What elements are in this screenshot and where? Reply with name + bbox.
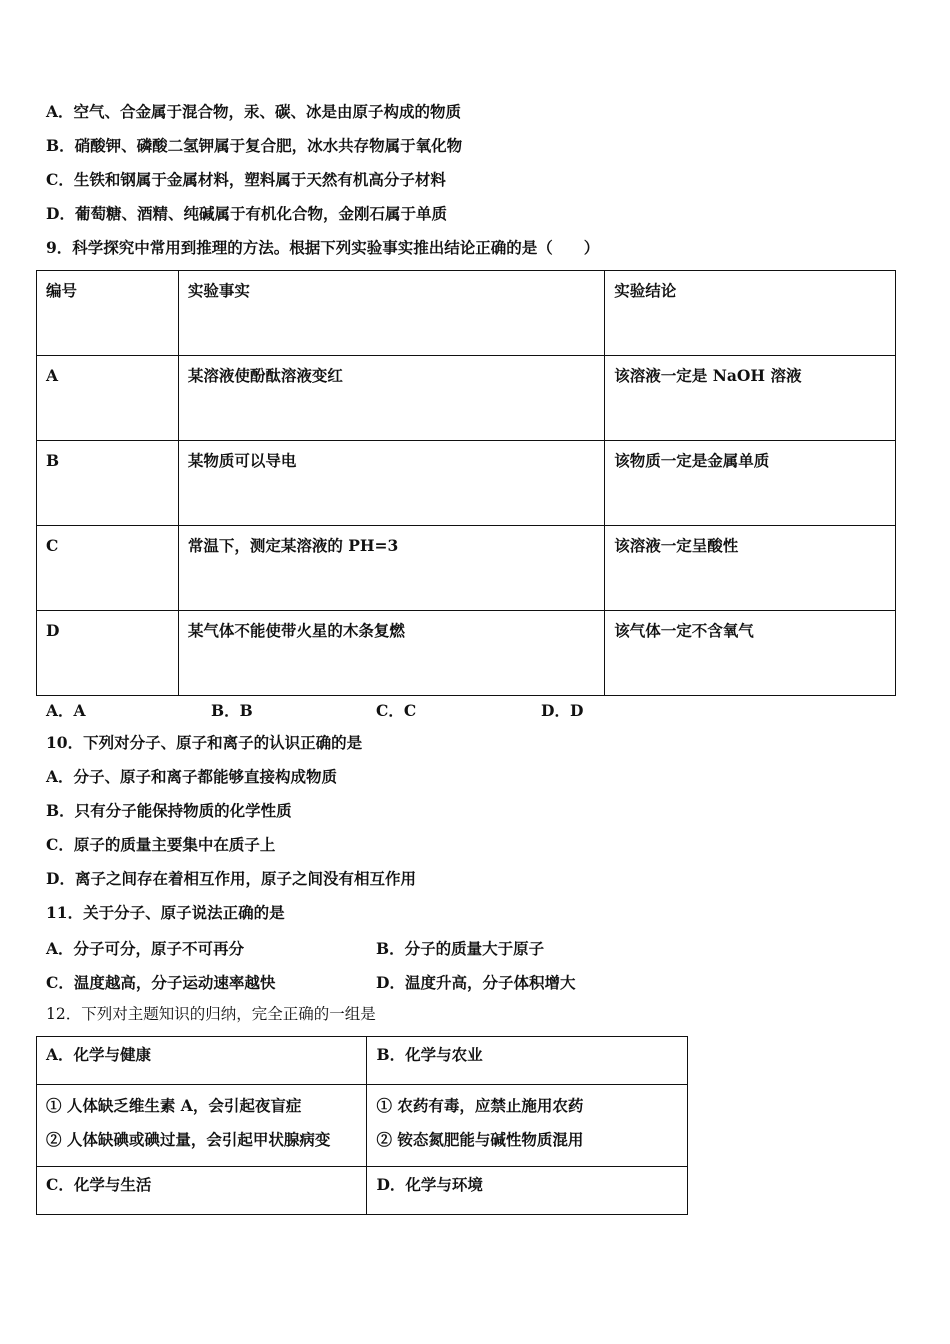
- table-row: [37, 611, 896, 696]
- theme-b-item-1: ① 农药有毒，应禁止施用农药: [376, 1096, 584, 1115]
- table-header-row: [37, 271, 896, 356]
- q12-stem: 12．下列对主题知识的归纳，完全正确的一组是: [46, 1005, 376, 1023]
- q11-option-c: C．温度越高，分子运动速率越快: [46, 973, 276, 992]
- row-id: D: [37, 611, 179, 696]
- q9-table: [36, 270, 896, 696]
- row-id: A: [37, 356, 179, 441]
- table-row: [37, 1037, 688, 1085]
- theme-b-items: [367, 1085, 688, 1167]
- theme-d-title: D．化学与环境: [367, 1167, 688, 1215]
- q10-option-b: B．只有分子能保持物质的化学性质: [46, 801, 292, 820]
- q10-stem: 10．下列对分子、原子和离子的认识正确的是: [46, 733, 363, 752]
- header-fact: 实验事实: [178, 271, 604, 356]
- theme-c-title: C．化学与生活: [37, 1167, 367, 1215]
- q8-option-c: C．生铁和钢属于金属材料，塑料属于天然有机高分子材料: [46, 170, 446, 189]
- row-conclusion: 该气体一定不含氧气: [605, 611, 896, 696]
- q9-answer-a: A．A: [46, 701, 86, 720]
- q10-option-d: D．离子之间存在着相互作用，原子之间没有相互作用: [46, 869, 416, 888]
- q8-option-b: B．硝酸钾、磷酸二氢钾属于复合肥，冰水共存物属于氧化物: [46, 136, 463, 155]
- row-fact: 常温下，测定某溶液的 PH=3: [178, 526, 604, 611]
- theme-a-items: [37, 1085, 367, 1167]
- row-fact: 某物质可以导电: [178, 441, 604, 526]
- table-row: [37, 356, 896, 441]
- q9-answer-b: B．B: [211, 701, 253, 720]
- q11-option-a: A．分子可分，原子不可再分: [46, 939, 245, 958]
- theme-a-item-2: ② 人体缺碘或碘过量，会引起甲状腺病变: [46, 1130, 331, 1149]
- row-id: C: [37, 526, 179, 611]
- theme-b-item-2: ② 铵态氮肥能与碱性物质混用: [376, 1130, 584, 1149]
- theme-b-title: B．化学与农业: [367, 1037, 688, 1085]
- row-conclusion: 该溶液一定呈酸性: [605, 526, 896, 611]
- row-fact: 某气体不能使带火星的木条复燃: [178, 611, 604, 696]
- theme-a-item-1: ① 人体缺乏维生素 A，会引起夜盲症: [46, 1096, 302, 1115]
- q8-option-a: A．空气、合金属于混合物，汞、碳、冰是由原子构成的物质: [46, 102, 462, 121]
- table-row: [37, 441, 896, 526]
- row-conclusion: 该溶液一定是 NaOH 溶液: [605, 356, 896, 441]
- row-id: B: [37, 441, 179, 526]
- header-conclusion: 实验结论: [605, 271, 896, 356]
- row-conclusion: 该物质一定是金属单质: [605, 441, 896, 526]
- header-id: 编号: [37, 271, 179, 356]
- q9-answer-d: D．D: [541, 701, 584, 720]
- row-fact: 某溶液使酚酞溶液变红: [178, 356, 604, 441]
- q9-stem: 9．科学探究中常用到推理的方法。根据下列实验事实推出结论正确的是（ ）: [46, 238, 600, 257]
- q10-option-c: C．原子的质量主要集中在质子上: [46, 835, 276, 854]
- q11-option-b: B．分子的质量大于原子: [376, 939, 545, 958]
- theme-a-title: A．化学与健康: [37, 1037, 367, 1085]
- q11-option-d: D．温度升高，分子体积增大: [376, 973, 576, 992]
- q11-stem: 11．关于分子、原子说法正确的是: [46, 903, 285, 922]
- q12-table: [36, 1036, 688, 1215]
- q10-option-a: A．分子、原子和离子都能够直接构成物质: [46, 767, 338, 786]
- q9-answer-c: C．C: [376, 701, 417, 720]
- q8-option-d: D．葡萄糖、酒精、纯碱属于有机化合物，金刚石属于单质: [46, 204, 447, 223]
- table-row: [37, 1085, 688, 1167]
- table-row: [37, 526, 896, 611]
- table-row: [37, 1167, 688, 1215]
